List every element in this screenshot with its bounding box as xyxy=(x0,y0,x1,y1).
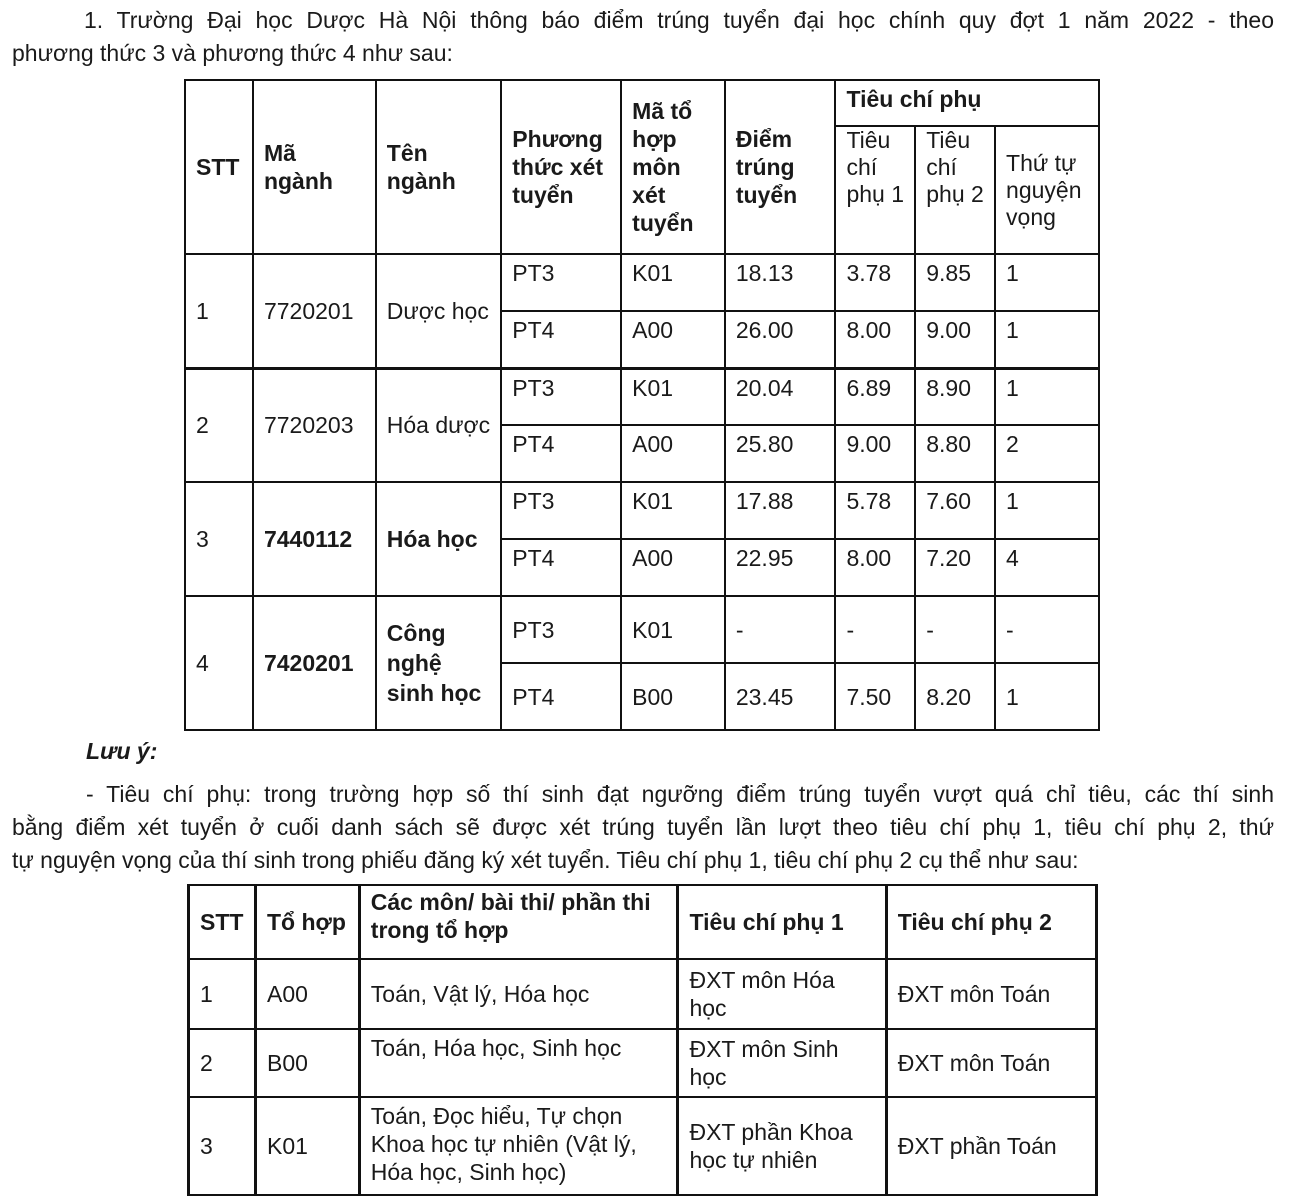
t2-row-3-tcp2: ĐXT phần Toán xyxy=(886,1097,1096,1195)
t2-row-1-to-hop: A00 xyxy=(255,959,359,1029)
row-4-pt3-tt: - xyxy=(995,596,1099,663)
row-3-pt3-diem: 17.88 xyxy=(725,482,836,539)
row-3-pt4-tcp2: 7.20 xyxy=(915,539,995,596)
header-stt: STT xyxy=(185,80,253,254)
t2-row-2-stt: 2 xyxy=(189,1029,256,1097)
row-4-ma-nganh: 7420201 xyxy=(253,596,376,730)
row-4-stt: 4 xyxy=(185,596,253,730)
t2-row-1-tcp1: ĐXT môn Hóa học xyxy=(678,959,886,1029)
header-ma-nganh: Mã ngành xyxy=(253,80,376,254)
row-3-pt3-tt: 1 xyxy=(995,482,1099,539)
header-ma-to-hop: Mã tổ hợp môn xét tuyển xyxy=(621,80,725,254)
row-1-pt4: PT4 xyxy=(501,311,621,368)
t2-row-1-tcp2: ĐXT môn Toán xyxy=(886,959,1096,1029)
t2-header-cac-mon: Các môn/ bài thi/ phần thi trong tổ hợp xyxy=(359,885,678,959)
row-3-stt: 3 xyxy=(185,482,253,596)
note-line-3: tự nguyện vọng của thí sinh trong phiếu đăng ký xét tuyển. Tiêu chí phụ 1, tiêu chí phụ 2 cụ thể như sau: xyxy=(12,847,1079,873)
t2-row-1-mon: Toán, Vật lý, Hóa học xyxy=(359,959,678,1029)
row-4-pt4-diem: 23.45 xyxy=(725,663,836,730)
row-4-pt3-to-hop: K01 xyxy=(621,596,725,663)
row-2-pt4-to-hop: A00 xyxy=(621,425,725,482)
row-2-pt3-tt: 1 xyxy=(995,368,1099,425)
row-3-pt4-diem: 22.95 xyxy=(725,539,836,596)
header-tcp1: Tiêu chí phụ 1 xyxy=(835,126,915,254)
header-tcp2: Tiêu chí phụ 2 xyxy=(915,126,995,254)
row-2-pt4-tcp2: 8.80 xyxy=(915,425,995,482)
row-4-pt4: PT4 xyxy=(501,663,621,730)
row-1-pt3-tcp1: 3.78 xyxy=(835,254,915,311)
row-2-pt4-tt: 2 xyxy=(995,425,1099,482)
row-2-pt4-tcp1: 9.00 xyxy=(835,425,915,482)
row-1-pt4-diem: 26.00 xyxy=(725,311,836,368)
note-line-2: bằng điểm xét tuyển ở cuối danh sách sẽ được xét trúng tuyển lần lượt theo tiêu chí phụ 1, tiêu chí phụ 2, thứ xyxy=(12,814,1274,840)
header-tieu-chi-phu: Tiêu chí phụ xyxy=(835,80,1099,126)
row-3-pt4-tt: 4 xyxy=(995,539,1099,596)
intro-line-2: phương thức 3 và phương thức 4 như sau: xyxy=(12,40,453,66)
row-3-pt3: PT3 xyxy=(501,482,621,539)
note-line-1: - Tiêu chí phụ: trong trường hợp số thí sinh đạt ngưỡng điểm trúng tuyển vượt quá chỉ tiêu, các thí sinh xyxy=(86,781,1274,807)
row-3-pt3-tcp1: 5.78 xyxy=(835,482,915,539)
t2-row-3-mon: Toán, Đọc hiểu, Tự chọn Khoa học tự nhiên (Vật lý, Hóa học, Sinh học) xyxy=(359,1097,678,1195)
t2-row-2-tcp2: ĐXT môn Toán xyxy=(886,1029,1096,1097)
row-3-pt3-tcp2: 7.60 xyxy=(915,482,995,539)
criteria-table xyxy=(187,884,1098,1196)
header-phuong-thuc: Phương thức xét tuyển xyxy=(501,80,621,254)
row-2-pt4-diem: 25.80 xyxy=(725,425,836,482)
note-title: Lưu ý: xyxy=(86,738,158,764)
row-4-pt3: PT3 xyxy=(501,596,621,663)
row-2-stt: 2 xyxy=(185,368,253,482)
row-2-pt3-tcp2: 8.90 xyxy=(915,368,995,425)
row-3-ma-nganh: 7440112 xyxy=(253,482,376,596)
row-4-pt3-tcp1: - xyxy=(835,596,915,663)
t2-row-3-to-hop: K01 xyxy=(255,1097,359,1195)
row-4-pt4-tcp2: 8.20 xyxy=(915,663,995,730)
row-1-pt3-diem: 18.13 xyxy=(725,254,836,311)
header-diem: Điểm trúng tuyển xyxy=(725,80,836,254)
row-1-pt3-to-hop: K01 xyxy=(621,254,725,311)
row-4-pt3-tcp2: - xyxy=(915,596,995,663)
row-3-pt3-to-hop: K01 xyxy=(621,482,725,539)
header-ten-nganh: Tên ngành xyxy=(376,80,501,254)
row-1-pt4-tcp1: 8.00 xyxy=(835,311,915,368)
row-2-pt4: PT4 xyxy=(501,425,621,482)
t2-row-1-stt: 1 xyxy=(189,959,256,1029)
row-1-stt: 1 xyxy=(185,254,253,368)
row-1-pt3-tcp2: 9.85 xyxy=(915,254,995,311)
row-1-pt4-tcp2: 9.00 xyxy=(915,311,995,368)
t2-header-tcp1: Tiêu chí phụ 1 xyxy=(678,885,886,959)
t2-row-2-tcp1: ĐXT môn Sinh học xyxy=(678,1029,886,1097)
row-2-pt3-diem: 20.04 xyxy=(725,368,836,425)
row-3-pt4-to-hop: A00 xyxy=(621,539,725,596)
row-4-pt3-diem: - xyxy=(725,596,836,663)
row-1-ten-nganh: Dược học xyxy=(376,254,501,368)
t2-row-3-stt: 3 xyxy=(189,1097,256,1195)
t2-header-stt: STT xyxy=(189,885,256,959)
t2-header-to-hop: Tổ hợp xyxy=(255,885,359,959)
row-2-pt3-to-hop: K01 xyxy=(621,368,725,425)
row-4-pt4-tt: 1 xyxy=(995,663,1099,730)
row-4-pt4-to-hop: B00 xyxy=(621,663,725,730)
row-2-pt3: PT3 xyxy=(501,368,621,425)
row-1-ma-nganh: 7720201 xyxy=(253,254,376,368)
note-paragraph xyxy=(12,778,1274,877)
row-1-pt3-tt: 1 xyxy=(995,254,1099,311)
row-3-pt4: PT4 xyxy=(501,539,621,596)
row-4-pt4-tcp1: 7.50 xyxy=(835,663,915,730)
header-thu-tu: Thứ tự nguyện vọng xyxy=(995,126,1099,254)
row-1-pt4-to-hop: A00 xyxy=(621,311,725,368)
row-4-ten-nganh: Công nghệ sinh học xyxy=(376,596,501,730)
t2-row-2-mon: Toán, Hóa học, Sinh học xyxy=(359,1029,678,1097)
row-1-pt3: PT3 xyxy=(501,254,621,311)
admission-scores-table xyxy=(184,79,1100,731)
t2-header-tcp2: Tiêu chí phụ 2 xyxy=(886,885,1096,959)
intro-line-1: 1. Trường Đại học Dược Hà Nội thông báo điểm trúng tuyển đại học chính quy đợt 1 năm 2022 - theo xyxy=(84,7,1274,33)
row-2-ma-nganh: 7720203 xyxy=(253,368,376,482)
row-2-pt3-tcp1: 6.89 xyxy=(835,368,915,425)
row-3-ten-nganh: Hóa học xyxy=(376,482,501,596)
row-3-pt4-tcp1: 8.00 xyxy=(835,539,915,596)
t2-row-3-tcp1: ĐXT phần Khoa học tự nhiên xyxy=(678,1097,886,1195)
intro-paragraph xyxy=(12,4,1274,70)
row-2-ten-nganh: Hóa dược xyxy=(376,368,501,482)
t2-row-2-to-hop: B00 xyxy=(255,1029,359,1097)
row-1-pt4-tt: 1 xyxy=(995,311,1099,368)
